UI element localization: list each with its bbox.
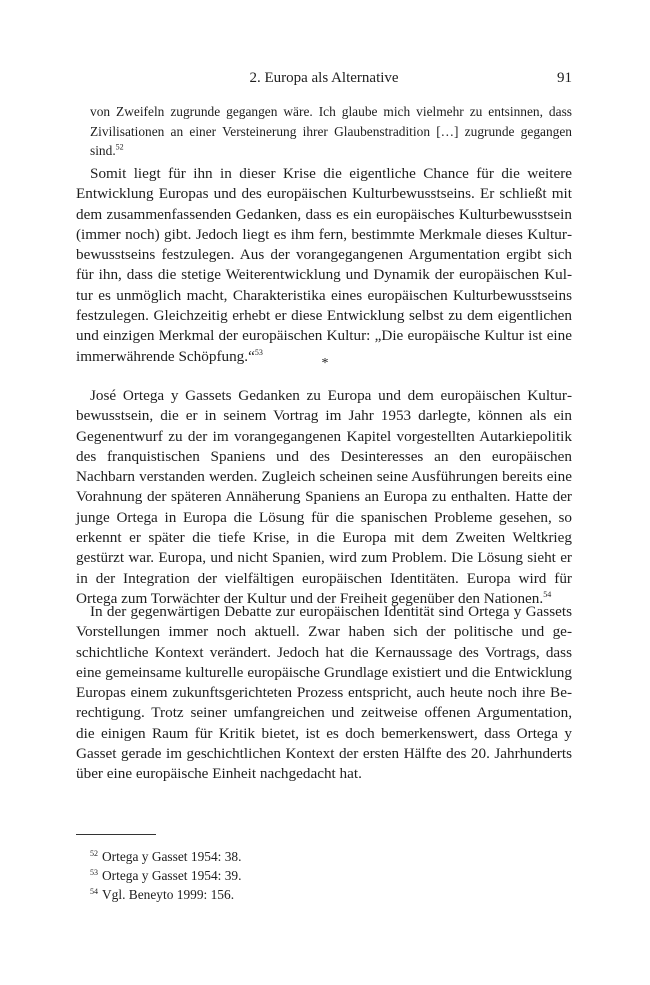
quote-text: von Zweifeln zugrunde gegangen wäre. Ich glaube mich vielmehr zu entsinnen, dass Zivilisationen an einer Versteinerung ihrer Glaubenstradition […] zugrunde gegangen sind. [90, 104, 572, 158]
footnotes [90, 847, 241, 904]
page-number: 91 [557, 70, 572, 86]
footnote-53 [90, 866, 241, 885]
footnote-ref-52: 52 [115, 142, 124, 152]
footnote-ref-54: 54 [543, 589, 552, 599]
running-header [76, 70, 572, 90]
block-quote [76, 102, 572, 161]
footnote-ref-53: 53 [254, 347, 263, 357]
footnote-number: 54 [90, 886, 98, 896]
paragraph-1-text: Somit liegt für ihn in dieser Krise die eigentliche Chance für die weitere Entwicklung Europas und des europäischen Kulturbewusstseins. Er schließt mit dem zusammenfassenden Gedanken, dass es ein europäisches Kulturbewusstsein (immer noch) gibt. Jedoch liegt es ihm fern, bestimmte Merkmale dieses Kulturbewusstseins festzulegen. Aus der vorangegangenen Argumentation ergibt sich für ihn, dass die stetige Weiterentwicklung und Dynamik der europäischen Kultur es unmöglich macht, Charakteristika eines europäischen Kulturbewusstseins festzulegen. Gleichzeitig erhebt er diese Entwicklung selbst zu dem eigentlichen und einzigen Merkmal der europäischen Kultur: „Die europäische Kultur ist eine immerwährende Schöpfung.“ [76, 165, 572, 365]
paragraph-3-text: In der gegenwärtigen Debatte zur europäischen Identität sind Ortega y Gassets Vorstellungen immer noch aktuell. Zwar haben sich der politische und geschichtliche Kontext verändert. Jedoch hat die Kernaussage des Vortrags, dass eine gemeinsame kulturelle europäische Grundlage existiert und die Entwicklung Europas einem zukunftsgerichteten Prozess entspricht, auch heute noch ihre Berechtigung. Trotz seiner umfangreichen und zeitweise offenen Argumentation, die einigen Raum für Kritik bietet, ist es doch bemerkenswert, dass Ortega y Gasset gerade im geschichtlichen Kontext der ersten Hälfte des 20. Jahrhunderts über eine europäische Einheit nachgedacht hat. [76, 603, 572, 783]
section-separator: * [321, 356, 329, 371]
running-title: 2. Europa als Alternative [249, 70, 399, 86]
footnote-text: Ortega y Gasset 1954: 38. [102, 849, 242, 864]
footnote-text: Vgl. Beneyto 1999: 156. [102, 887, 235, 902]
footnote-54 [90, 885, 241, 904]
paragraph-1 [76, 164, 572, 367]
paragraph-2 [76, 386, 572, 609]
footnote-number: 52 [90, 848, 98, 858]
paragraph-3 [76, 602, 572, 785]
footnote-text: Ortega y Gasset 1954: 39. [102, 868, 242, 883]
footnote-number: 53 [90, 867, 98, 877]
paragraph-2-text: José Ortega y Gassets Gedanken zu Europa und dem europäischen Kulturbewusstsein, die er in seinem Vortrag im Jahr 1953 darlegte, können als ein Gegenentwurf zu der im vorangegangenen Kapitel vorgestellten Autarkiepolitik des franquistischen Spaniens und des Desinteresses an den europäischen Nachbarn verstanden werden. Zugleich scheinen seine Ausführungen bereits eine Vorahnung der späteren Annäherung Spaniens an Europa zu enthalten. Hatte der junge Ortega in Europa die Lösung für die spanischen Probleme gesehen, so erkennt er später die tiefe Krise, in die Europa mit dem Zweiten Weltkrieg gestürzt war. Europa, und nicht Spanien, wird zum Problem. Die Lösung sieht er in der Integration der vielfältigen europäischen Identitäten. Europa wird für Ortega zum Torwächter der Kultur und der Freiheit gegenüber den Nationen. [76, 387, 572, 607]
footnote-rule [76, 834, 156, 835]
footnote-52 [90, 847, 241, 866]
